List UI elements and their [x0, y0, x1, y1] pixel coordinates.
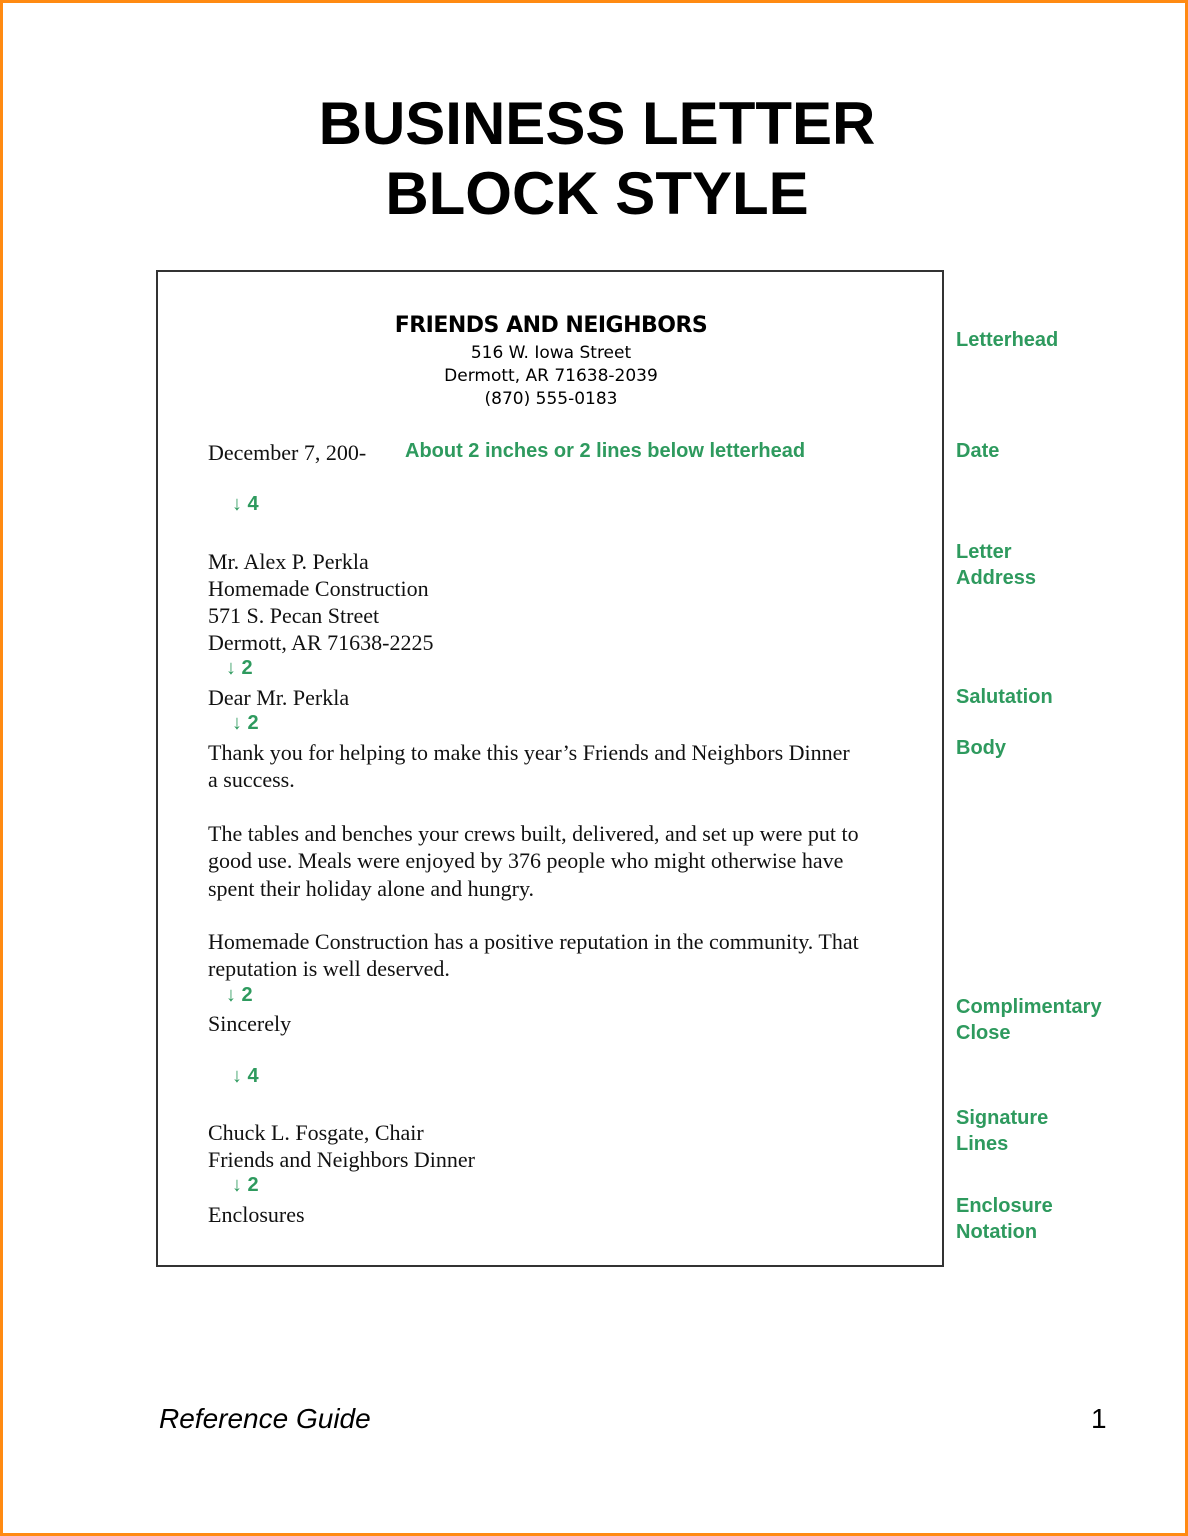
address-line: Homemade Construction	[208, 576, 429, 601]
title-line-2: BLOCK STYLE	[385, 160, 809, 227]
body-line: a success.	[208, 767, 295, 792]
letter-date: December 7, 200-	[208, 440, 367, 465]
label-body	[956, 735, 1006, 761]
complimentary-close: Sincerely	[208, 1011, 292, 1036]
salutation: Dear Mr. Perkla	[208, 685, 350, 710]
address-line: 571 S. Pecan Street	[208, 603, 380, 628]
label-text: Close	[956, 1022, 1011, 1044]
label-date	[956, 438, 999, 464]
label-text: Letterhead	[956, 329, 1059, 351]
letterhead-phone: (870) 555-0183	[484, 389, 618, 409]
label-signature-lines	[956, 1105, 1048, 1157]
letterhead-city: Dermott, AR 71638-2039	[444, 366, 658, 386]
body-line: good use. Meals were enjoyed by 376 people who might otherwise have	[208, 848, 844, 873]
label-letter-address	[956, 539, 1036, 591]
signature-line: Chuck L. Fosgate, Chair	[208, 1120, 424, 1145]
body-line: Thank you for helping to make this year’s Friends and Neighbors Dinner	[208, 740, 850, 765]
label-text: Enclosure	[956, 1195, 1053, 1217]
body-line: spent their holiday alone and hungry.	[208, 876, 535, 901]
title-line-1: BUSINESS LETTER	[318, 90, 876, 157]
label-text: Salutation	[956, 686, 1053, 708]
letterhead-name: FRIENDS AND NEIGHBORS	[394, 313, 708, 338]
spacer-after-date: ↓ 4	[232, 493, 259, 515]
label-text: Notation	[956, 1221, 1038, 1243]
label-text: Address	[956, 567, 1037, 589]
label-text: Date	[956, 440, 1000, 462]
spacer-after-close: ↓ 4	[232, 1065, 259, 1087]
signature-line: Friends and Neighbors Dinner	[208, 1147, 476, 1172]
label-letterhead	[956, 327, 1058, 353]
spacer-after-salutation: ↓ 2	[232, 712, 259, 734]
label-text: Complimentary	[956, 996, 1102, 1018]
spacer-after-signature: ↓ 2	[232, 1174, 259, 1196]
enclosure-notation: Enclosures	[208, 1202, 305, 1227]
body-line: Homemade Construction has a positive reputation in the community. That	[208, 929, 859, 954]
page-title	[0, 89, 1188, 229]
label-text: Lines	[956, 1133, 1009, 1155]
address-line: Mr. Alex P. Perkla	[208, 549, 369, 574]
label-text: Body	[956, 737, 1006, 759]
date-note: About 2 inches or 2 lines below letterhead	[405, 440, 806, 462]
footer-title: Reference Guide	[159, 1403, 371, 1434]
label-enclosure-notation	[956, 1193, 1053, 1245]
letterhead-street: 516 W. Iowa Street	[470, 343, 632, 363]
body-line: reputation is well deserved.	[208, 956, 450, 981]
spacer-after-body: ↓ 2	[226, 984, 253, 1006]
spacer-after-address: ↓ 2	[226, 657, 253, 679]
label-text: Signature	[956, 1107, 1049, 1129]
label-text: Letter	[956, 541, 1012, 563]
label-complimentary-close	[956, 994, 1102, 1046]
page-number: 1	[1091, 1403, 1107, 1434]
address-line: Dermott, AR 71638-2225	[208, 630, 434, 655]
label-salutation	[956, 684, 1053, 710]
body-line: The tables and benches your crews built, delivered, and set up were put to	[208, 821, 859, 846]
